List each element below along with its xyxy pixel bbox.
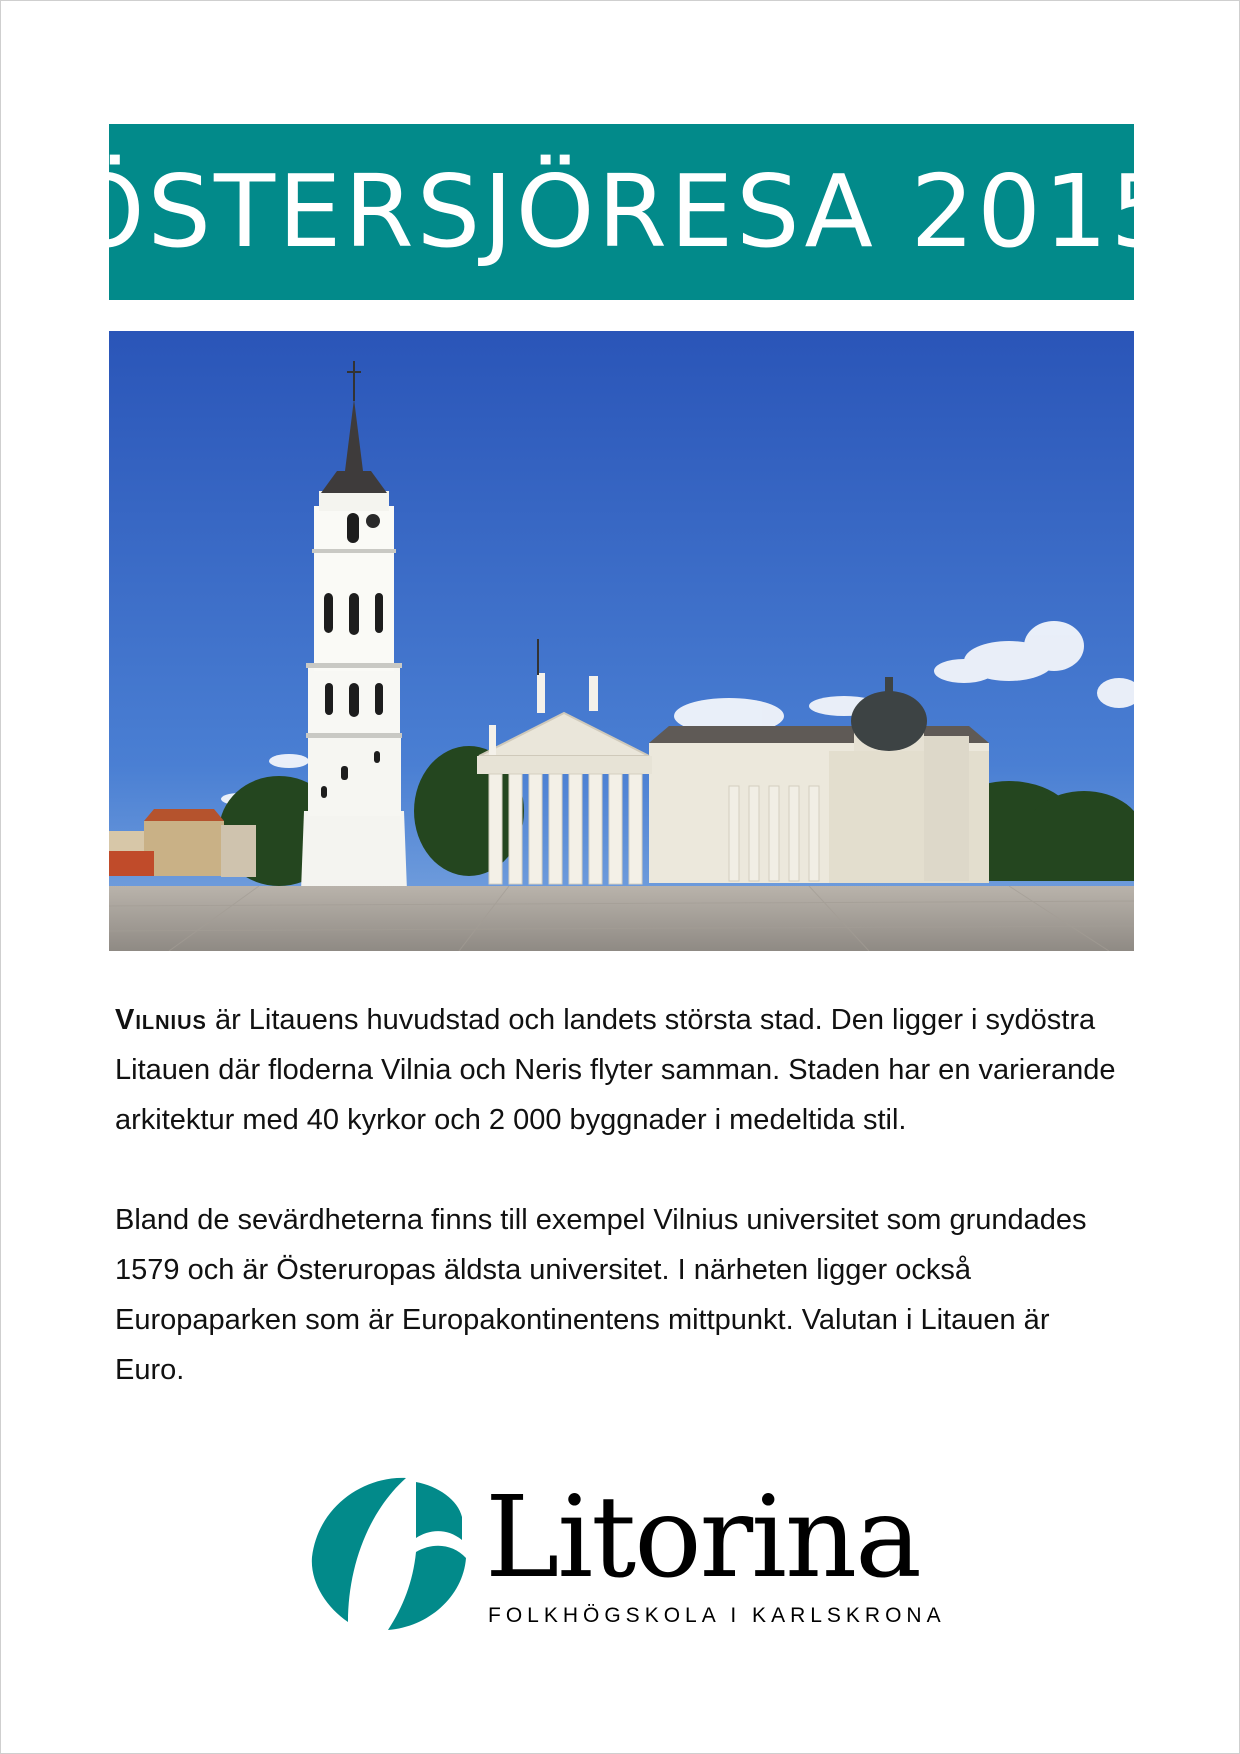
page-title: ÖSTERSJÖRESA 2015: [65, 153, 1178, 270]
cathedral-photo: [109, 331, 1134, 951]
leaf-logo-icon: [308, 1472, 468, 1632]
paragraph-text: är Litauens huvudstad och landets största stad. Den ligger i sydöstra Litauen där floderna Vilnia och Neris flyter samman. Staden har en varierande arkitektur med 40 kyrkor och 2 000 byggnader i medeltida stil.: [115, 1004, 1116, 1136]
logo-name: Litorina: [485, 1473, 920, 1603]
paragraph-vilnius: [115, 995, 1125, 1145]
logo-tagline: FOLKHÖGSKOLA I KARLSKRONA: [488, 1604, 946, 1627]
city-name: Vilnius: [115, 1004, 207, 1036]
title-banner: [65, 124, 1178, 300]
body-text: [115, 995, 1125, 1445]
paragraph-sights: [115, 1195, 1125, 1395]
litorina-logo: [308, 1472, 946, 1637]
paragraph-text: Bland de sevärdheterna finns till exempel Vilnius universitet som grundades 1579 och är Österuropas äldsta universitet. I närheten ligger också Europaparken som är Europakontinentens mittpunkt. Valutan i Litauen är Euro.: [115, 1204, 1087, 1386]
